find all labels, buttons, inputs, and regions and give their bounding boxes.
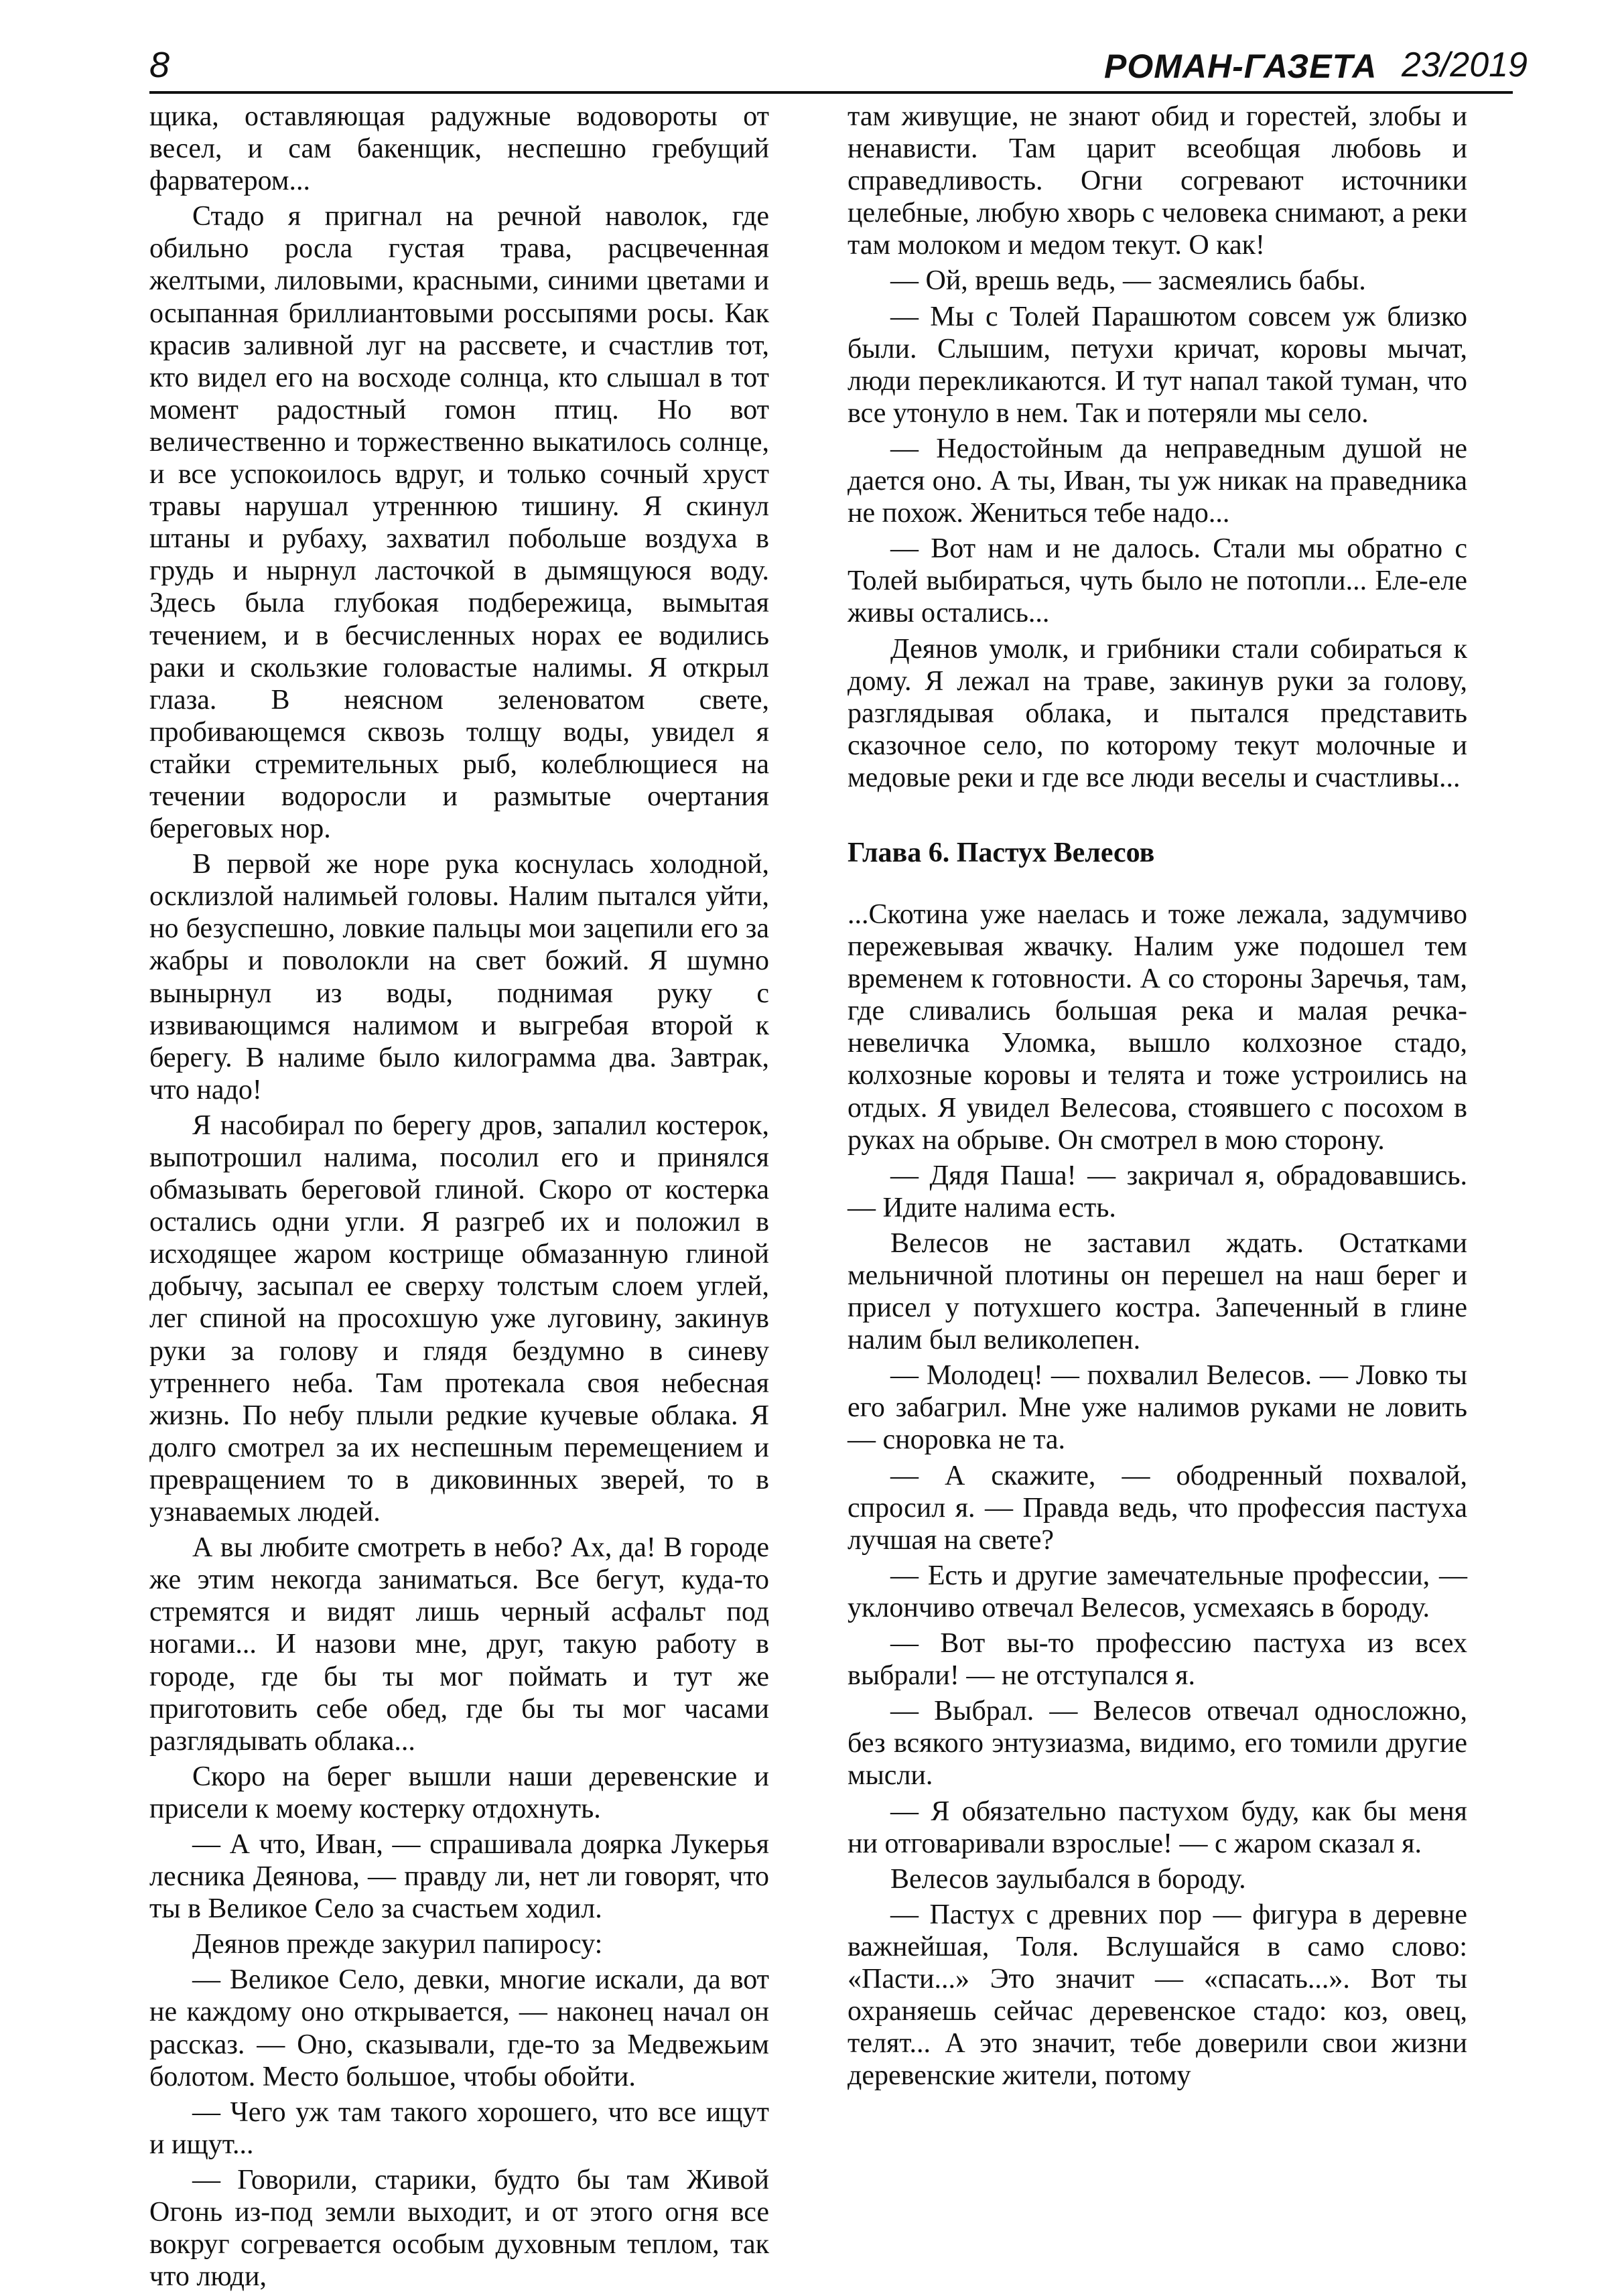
paragraph: В первой же норе рука коснулась холодной, осклизлой налимьей головы. Налим пытался уйти, но безуспешно, ловкие пальцы мои зацепили его за жабры и поволокли на свет божий. Я шумно вынырнул из воды, поднимая руку с извивающимся налимом и выгребая второй к берегу. В налиме было килограмма два. Завтрак, что надо! — [149, 849, 769, 1105]
paragraph: — Недостойным да неправедным душой не дается оно. А ты, Иван, ты уж никак на праведника не похож. Жениться тебе надо... — [848, 433, 1467, 529]
paragraph: — Молодец! — похвалил Велесов. — Ловко ты его забагрил. Мне уже налимов руками не ловить — сноровка не та. — [848, 1360, 1467, 1456]
paragraph: Деянов прежде закурил папиросу: — [192, 1929, 603, 1960]
paragraph: — Я обязательно пастухом буду, как бы меня ни отговаривали взрослые! — с жаром сказал я. — [848, 1796, 1467, 1859]
left-column — [149, 100, 769, 2296]
paragraph: — Выбрал. — Велесов отвечал односложно, без всякого энтузиазма, видимо, его томили другие мысли. — [848, 1696, 1467, 1792]
paragraph: — Мы с Толей Парашютом совсем уж близко были. Слышим, петухи кричат, коровы мычат, люди перекликаются. И тут напал такой туман, что все утонуло в нем. Так и потеряли мы село. — [848, 301, 1467, 429]
paragraph: Велесов не заставил ждать. Остатками мельничной плотины он перешел на наш берег и присел у потухшего костра. Запеченный в глине налим был великолепен. — [848, 1227, 1467, 1356]
paragraph: щика, оставляющая радужные водовороты от весел, и сам бакенщик, неспешно гребущий фарватером... — [149, 101, 769, 197]
paragraph: — Есть и другие замечательные профессии, — уклончиво отвечал Велесов, усмехаясь в бороду. — [848, 1560, 1467, 1623]
paragraph: — А скажите, — ободренный похвалой, спросил я. — Правда ведь, что профессия пастуха лучшая на свете? — [848, 1460, 1467, 1556]
paragraph: Скоро на берег вышли наши деревенские и присели к моему костерку отдохнуть. — [149, 1761, 769, 1824]
paragraph: там живущие, не знают обид и горестей, злобы и ненависти. Там царит всеобщая любовь и справедливость. Огни согревают источники целебные, любую хворь с человека снимают, а реки там молоком и медом текут. О как! — [848, 101, 1467, 261]
paragraph: Стадо я пригнал на речной наволок, где обильно росла густая трава, расцвеченная желтыми, лиловыми, красными, синими цветами и осыпанная бриллиантовыми россыпями росы. Как красив заливной луг на рассвете, и счастлив тот, кто видел его на восходе солнца, кто слышал в тот момент радостный гомон птиц. Но вот величественно и торжественно выкатилось солнце, и все успокоилось вдруг, и только сочный хруст травы нарушал утреннюю тишину. Я скинул штаны и рубаху, захватил побольше воздуха в грудь и нырнул ласточкой в дымящуюся воду. Здесь была глубокая подбережица, вымытая течением, и в бесчисленных норах ее водились раки и скользкие головастые налимы. Я открыл глаза. В неясном зеленоватом свете, пробивающемся сквозь толщу воды, увидел я стайки стремительных рыб, колеблющиеся на течении водоросли и размытые очертания береговых нор. — [149, 201, 769, 845]
paragraph: — А что, Иван, — спрашивала доярка Лукерья лесника Деянова, — правду ли, нет ли говорят, что ты в Великое Село за счастьем ходил. — [149, 1828, 769, 1925]
paragraph: — Говорили, старики, будто бы там Живой Огонь из-под земли выходит, и от этого огня все вокруг согревается особым духовным теплом, так что люди, — [149, 2164, 769, 2293]
paragraph: Деянов умолк, и грибники стали собираться к дому. Я лежал на траве, закинув руки за голову, разглядывая облака, и пытался представить сказочное село, по которому текут молочные и медовые реки и где все люди веселы и счастливы... — [848, 633, 1467, 793]
paragraph: ...Скотина уже наелась и тоже лежала, задумчиво пережевывая жвачку. Налим уже подошел тем временем к готовности. А со стороны Заречья, там, где сливались большая река и малая речка-невеличка Уломка, вышло колхозное стадо, колхозные коровы и телята и тоже устроились на отдых. Я увидел Велесова, стоявшего с посохом в руках на обрыве. Он смотрел в мою сторону. — [848, 898, 1467, 1156]
paragraph: — Ой, врешь ведь, — засмеялись бабы. — [890, 265, 1366, 297]
paragraph: — Вот вы-то профессию пастуха из всех выбрали! — не отступался я. — [848, 1628, 1467, 1692]
paragraph: — Чего уж там такого хорошего, что все ищут и ищут... — [149, 2096, 769, 2160]
paragraph: — Пастух с древних пор — фигура в деревне важнейшая, Толя. Вслушайся в само слово: «Пасти...» Это значит — «спасать...». Вот ты охраняешь сейчас деревенское стадо: коз, овец, телят... А это значит, тебе доверили свои жизни деревенские жители, потому — [848, 1899, 1467, 2092]
paragraph: Я насобирал по берегу дров, запалил костерок, выпотрошил налима, посолил его и принялся обмазывать береговой глиной. Скоро от костерка остались одни угли. Я разгреб их и положил в исходящее жаром кострище обмазанную глиной добычу, засыпал ее сверху толстым слоем углей, лег спиной на просохшую уже луговину, закинув руки за голову и глядя бездумно в синеву утреннего неба. Там протекала своя небесная жизнь. По небу плыли редкие кучевые облака. Я долго смотрел за их неспешным перемещением и превращением то в диковинных зверей, то в узнаваемых людей. — [149, 1109, 769, 1528]
right-column — [848, 100, 1467, 2095]
page-number: 8 — [149, 45, 170, 85]
chapter-heading: Глава 6. Пастух Велесов — [848, 837, 1155, 868]
paragraph: — Дядя Паша! — закричал я, обрадовавшись. — Идите налима есть. — [848, 1160, 1467, 1223]
paragraph: — Великое Село, девки, многие искали, да вот не каждому оно открывается, — наконец начал он рассказ. — Оно, сказывали, где-то за Медвежьим болотом. Место большое, чтобы обойти. — [149, 1964, 769, 2092]
header-rule — [149, 91, 1513, 94]
paragraph: — Вот нам и не далось. Стали мы обратно с Толей выбираться, чуть было не потопли... Еле-еле живы остались... — [848, 533, 1467, 629]
paragraph: А вы любите смотреть в небо? Ах, да! В городе же этим некогда заниматься. Все бегут, куда-то стремятся и видят лишь черный асфальт под ногами... И назови мне, друг, такую работу в городе, где бы ты мог поймать и тут же приготовить себе обед, где бы ты мог часами разглядывать облака... — [149, 1532, 769, 1757]
publication-title: РОМАН-ГАЗЕТА — [1104, 48, 1377, 85]
paragraph: Велесов заулыбался в бороду. — [890, 1863, 1246, 1895]
issue-number: 23/2019 — [1402, 46, 1528, 84]
